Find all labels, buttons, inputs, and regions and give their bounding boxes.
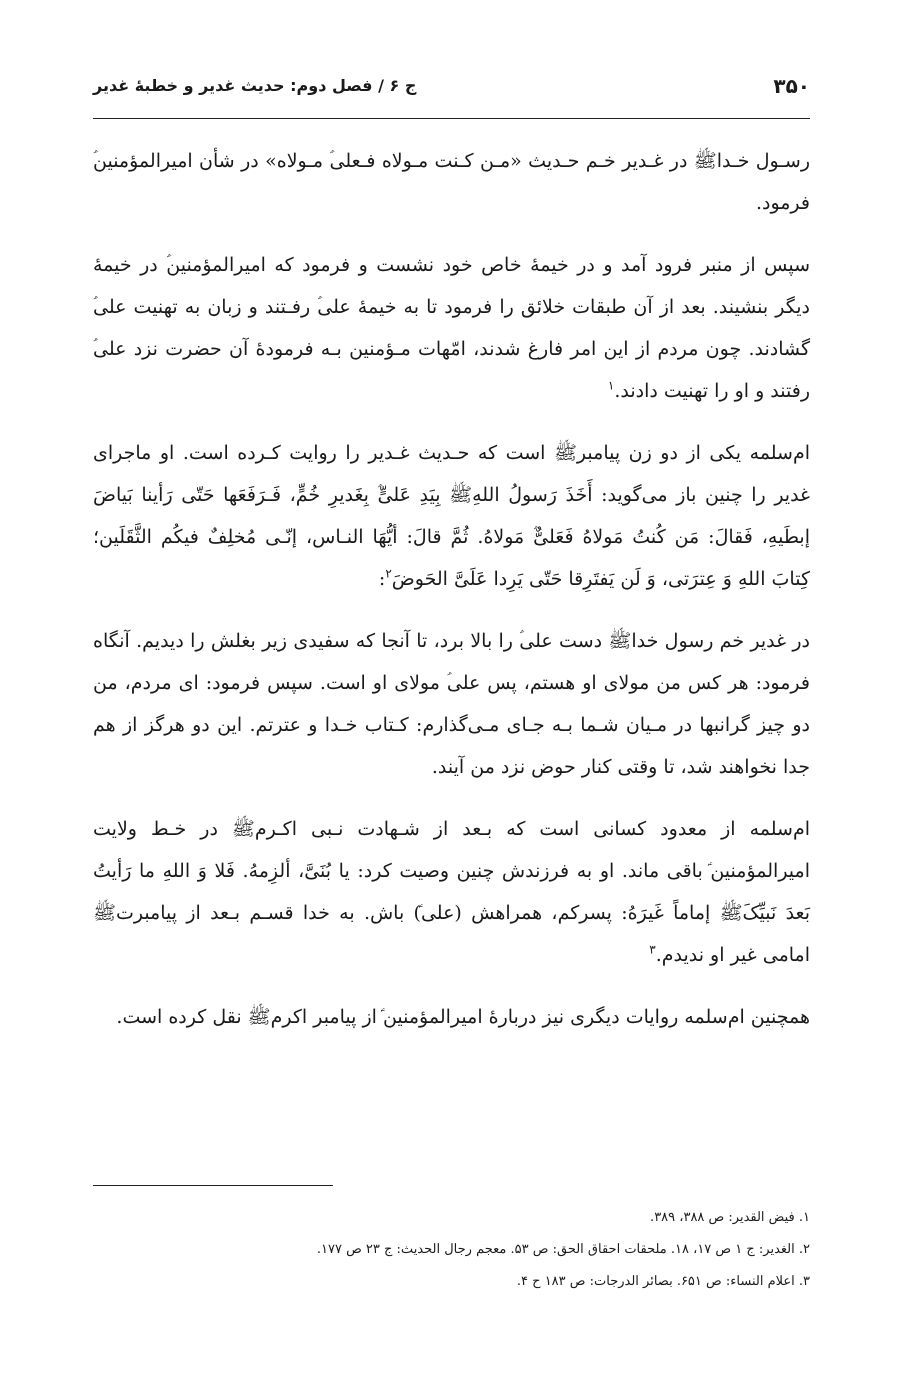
paragraph-text: سپس از منبر فرود آمد و در خیمهٔ خاص خود نشست و فرمود که امیرالمؤمنین‌ؑ در خیمهٔ دیگر بنشیند. بعد از آن طبقات خلائق را فرمود تا به خیمهٔ علی‌ؑ رفـتند و زبان به تهنیت علی‌ؑ گشادند. چون مردم از این امر فارغ شدند، امّهات مـؤمنین بـه فرمودهٔ آن حضرت نزد علی‌ؑ رفتند و او را تهنیت دادند. (93, 254, 810, 402)
footnote-3: ۳. اعلام النساء: ص ۶۵۱. بصائر الدرجات: ص ۱۸۳ ح ۴. (516, 1274, 810, 1289)
paragraph-text: ام‌سلمه از معدود کسانی است که بـعد از شـهادت نـبی اکـرمﷺ در خـط ولایت امیرالمؤمنین‌ؑ باقی ماند. او به فرزندش چنین وصیت کرد: یا بُنَیَّ، ألزِمهُ. فَلا وَ اللهِ ما رَأیتُ بَعدَ نَبیِّکَﷺ إماماً غَیرَهُ: پسرکم، همراهش (علی‌ؑ) باش. به خدا قسـم بـعد از پیامبرتﷺ امامی غیر او ندیدم. (93, 818, 810, 966)
paragraph-1 (93, 140, 810, 224)
paragraph-6 (93, 996, 810, 1038)
body-text (93, 140, 810, 1058)
book-page (93, 0, 810, 1390)
header-rule (93, 118, 810, 119)
paragraph-2 (93, 244, 810, 412)
footnote-2: ۲. الغدیر: ج ۱ ص ۱۷، ۱۸. ملحقات احقاق الحق: ص ۵۳. معجم رجال الحدیث: ج ۲۳ ص ۱۷۷. (316, 1242, 810, 1257)
paragraph-text: همچنین ام‌سلمه روایات دیگری نیز دربارهٔ امیرالمؤمنین‌ؑ از پیامبر اکرمﷺ نقل کرده است. (116, 1006, 810, 1028)
paragraph-3: ام‌سلمه یکی از دو زن پیامبرﷺ است که حـدیث غـدیر را روایت کـرده است. او ماجرای غدیر را چنین باز می‌گوید: أَخَذَ رَسولُ اللهِﷺ بِیَدِ عَلیٍّ‌ؑ بِغَدیرِ خُمٍّ، فَـرَفَعَها حَتّی رَأینا بَیاضَ إبطَیهِ، فَقالَ: مَن کُنتُ مَولاهُ فَعَلیٌّ‌ؑ مَولاهُ. ثُمَّ قالَ: أیُّهَا النـاس، إنّـی مُخلِفٌ فیکُم الثَّقَلَین؛ کِتابَ اللهِ وَ عِترَتی، وَ لَن یَفتَرِقا حَتّی یَرِدا عَلَیَّ الحَوضَ$^۲$: (93, 442, 810, 590)
footnote-mark: ۱ (607, 378, 615, 393)
paragraph-text: در غدیر خم رسول خداﷺ دست علی‌ؑ را بالا برد، تا آنجا که سفیدی زیر بغلش را دیدیم. آنگاه فرمود: هر کس من مولای او هستم، پس علی‌ؑ مولای او است. سپس فرمود: ای مردم، من دو چیز گرانبها در مـیان شـما بـه جـای مـی‌گذارم: کـتاب خـدا و عترتم. این دو هرگز از هم جدا نخواهند شد، تا وقتی کنار حوض نزد من آیند. (93, 630, 810, 778)
footnote-mark: ۳ (649, 942, 656, 957)
paragraph-text: رسـول خـداﷺ در غـدیر خـم حـدیث «مـن کـنت مـولاه فـعلی‌ؑ مـولاه» در شأن امیرالمؤمنین‌ؑ فرمود. (93, 150, 810, 214)
paragraph-text: ام‌سلمه یکی از دو زن پیامبرﷺ است که حـدیث غـدیر را روایت کـرده است. او ماجرای غدیر را چنین باز می‌گوید: أَخَذَ رَسولُ اللهِﷺ بِیَدِ عَلیٍّ‌ؑ بِغَدیرِ خُمٍّ، فَـرَفَعَها حَتّی رَأینا بَیاضَ إبطَیهِ، فَقالَ: مَن کُنتُ مَولاهُ فَعَلیٌّ‌ؑ مَولاهُ. ثُمَّ قالَ: أیُّهَا النـاس، إنّـی مُخلِفٌ فیکُم الثَّقَلَین؛ کِتابَ اللهِ وَ عِترَتی، وَ لَن یَفتَرِقا حَتّی یَرِدا عَلَیَّ الحَوضَ (93, 442, 810, 590)
running-title: ج ۶ / فصل دوم: حدیث غدیر و خطبهٔ غدیر (93, 76, 417, 95)
footnotes (93, 1202, 810, 1298)
footnote-1: ۱. فیض القدیر: ص ۳۸۸، ۳۸۹. (650, 1210, 810, 1225)
paragraph-4 (93, 620, 810, 788)
page-header (93, 70, 810, 110)
paragraph-5 (93, 808, 810, 976)
footnote-rule (93, 1185, 333, 1186)
page-number: ۳۵۰ (773, 74, 810, 98)
footnote-mark: ۲ (385, 566, 392, 581)
